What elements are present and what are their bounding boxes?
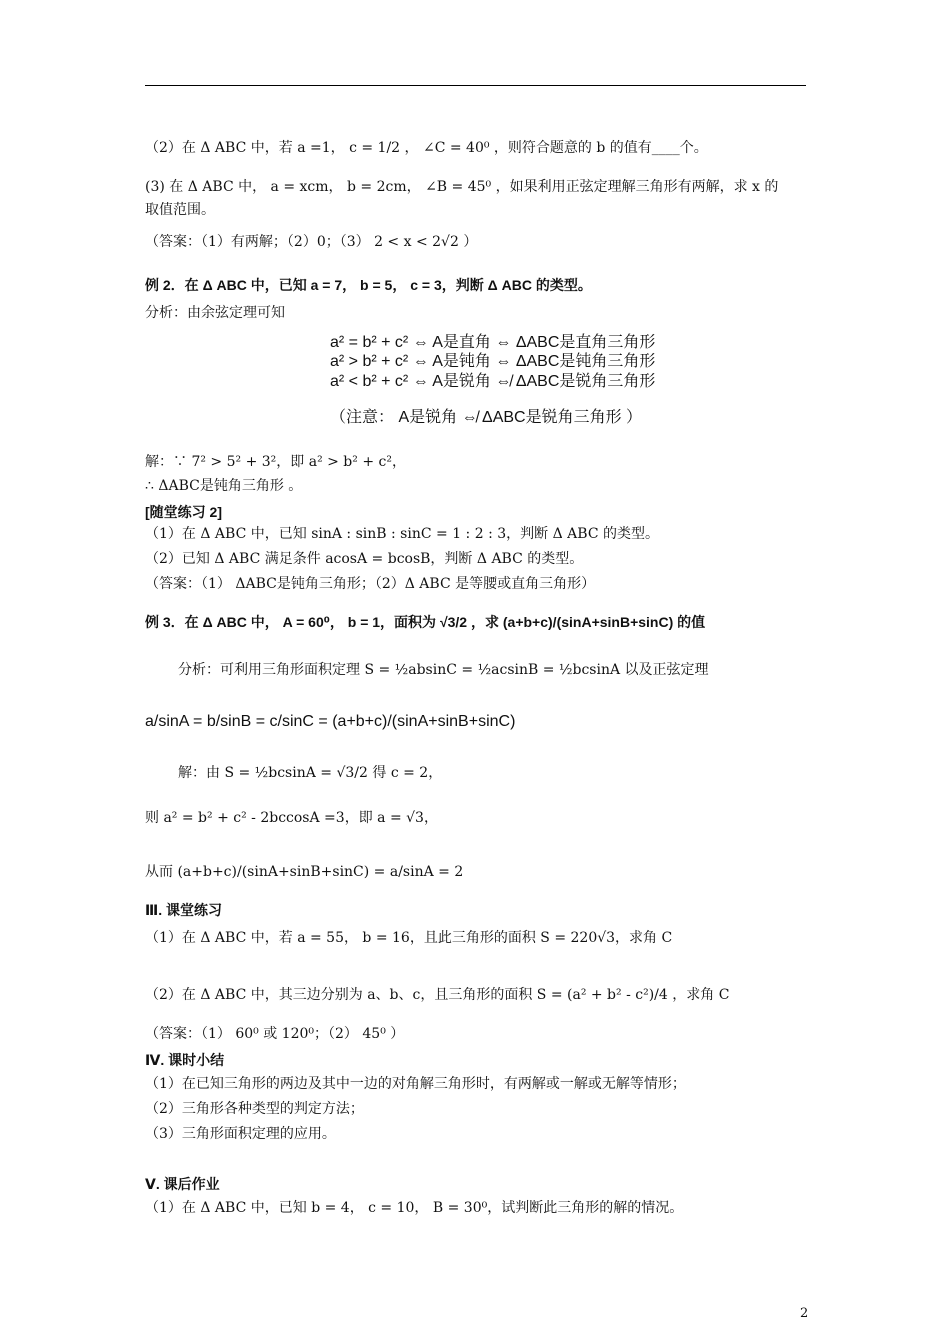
text-line: (3) 在 Δ ABC 中， a = xcm， b = 2cm， ∠B = 45⁰ ，如果利用正弦定理解三角形有两解，求 x 的 (145, 179, 779, 195)
example-heading: 例 2．在 Δ ABC 中，已知 a = 7， b = 5， c = 3，判断 Δ ABC 的类型。 (145, 277, 592, 293)
section-heading: [随堂练习 2] (145, 504, 222, 520)
analysis-line: 分析：可利用三角形面积定理 S = ½absinC = ½acsinB = ½bcsinA 以及正弦定理 (178, 662, 709, 678)
answer-line: （答案：（1）有两解；（2）0；（3） 2 < x < 2√2 ） (145, 234, 478, 250)
text-line: （1）在已知三角形的两边及其中一边的对角解三角形时，有两解或一解或无解等情形； (145, 1076, 686, 1092)
formula-line: a/sinA = b/sinB = c/sinC = (a+b+c)/(sinA+sinB+sinC) (145, 713, 516, 730)
solution-line: 解：由 S = ½bcsinA = √3/2 得 c = 2， (178, 765, 443, 781)
text-line: （1）在 Δ ABC 中，若 a = 55， b = 16，且此三角形的面积 S = 220√3，求角 C (145, 930, 673, 946)
text-line: （1）在 Δ ABC 中，已知 sinA : sinB : sinC = 1 : 2 : 3，判断 Δ ABC 的类型。 (145, 526, 659, 542)
analysis-line: 分析：由余弦定理可知 (145, 305, 285, 321)
text-line: （2）在 Δ ABC 中，若 a =1， c = 1/2 ， ∠C = 40⁰ ，则符合题意的 b 的值有____个。 (145, 140, 708, 156)
page-number: 2 (800, 1306, 809, 1321)
solution-line: 则 a² = b² + c² - 2bccosA =3，即 a = √3， (145, 810, 438, 826)
solution-line: 解：∵ 7² > 5² + 3²，即 a² > b² + c²， (145, 454, 406, 470)
answer-line: （答案：（1） ΔABC是钝角三角形；（2）Δ ABC 是等腰或直角三角形） (145, 576, 596, 592)
solution-line: ∴ ΔABC是钝角三角形 。 (145, 478, 303, 494)
section-heading: Ⅳ. 课时小结 (145, 1052, 225, 1068)
header-rule (145, 85, 806, 86)
formula-line: a² > b² + c² ⇔ A是钝角 ⇔ ΔABC是钝角三角形 (330, 353, 656, 370)
formula-line: a² < b² + c² ⇔ A是锐角 ⇎ ΔABC是锐角三角形 (330, 373, 656, 390)
text-line: （3）三角形面积定理的应用。 (145, 1126, 336, 1142)
text-line: （2）在 Δ ABC 中，其三边分别为 a、b、c，且三角形的面积 S = (a² + b² - c²)/4 ，求角 C (145, 987, 730, 1003)
note-line: （注意： A是锐角 ⇎ ΔABC是锐角三角形 ） (330, 409, 643, 426)
text-line: （2）三角形各种类型的判定方法； (145, 1101, 364, 1117)
section-heading: Ⅴ. 课后作业 (145, 1176, 220, 1192)
solution-line: 从而 (a+b+c)/(sinA+sinB+sinC) = a/sinA = 2 (145, 864, 464, 880)
text-line: （1）在 Δ ABC 中，已知 b = 4， c = 10， B = 30⁰，试判断此三角形的解的情况。 (145, 1200, 684, 1216)
answer-line: （答案：（1） 60⁰ 或 120⁰；（2） 45⁰ ） (145, 1026, 405, 1042)
text-line: 取值范围。 (145, 202, 215, 218)
example-heading: 例 3．在 Δ ABC 中， A = 60⁰， b = 1，面积为 √3/2 ，求 (a+b+c)/(sinA+sinB+sinC) 的值 (145, 614, 706, 630)
formula-line: a² = b² + c² ⇔ A是直角 ⇔ ΔABC是直角三角形 (330, 334, 656, 351)
section-heading: Ⅲ. 课堂练习 (145, 902, 223, 918)
text-line: （2）已知 Δ ABC 满足条件 acosA = bcosB，判断 Δ ABC 的类型。 (145, 551, 584, 567)
